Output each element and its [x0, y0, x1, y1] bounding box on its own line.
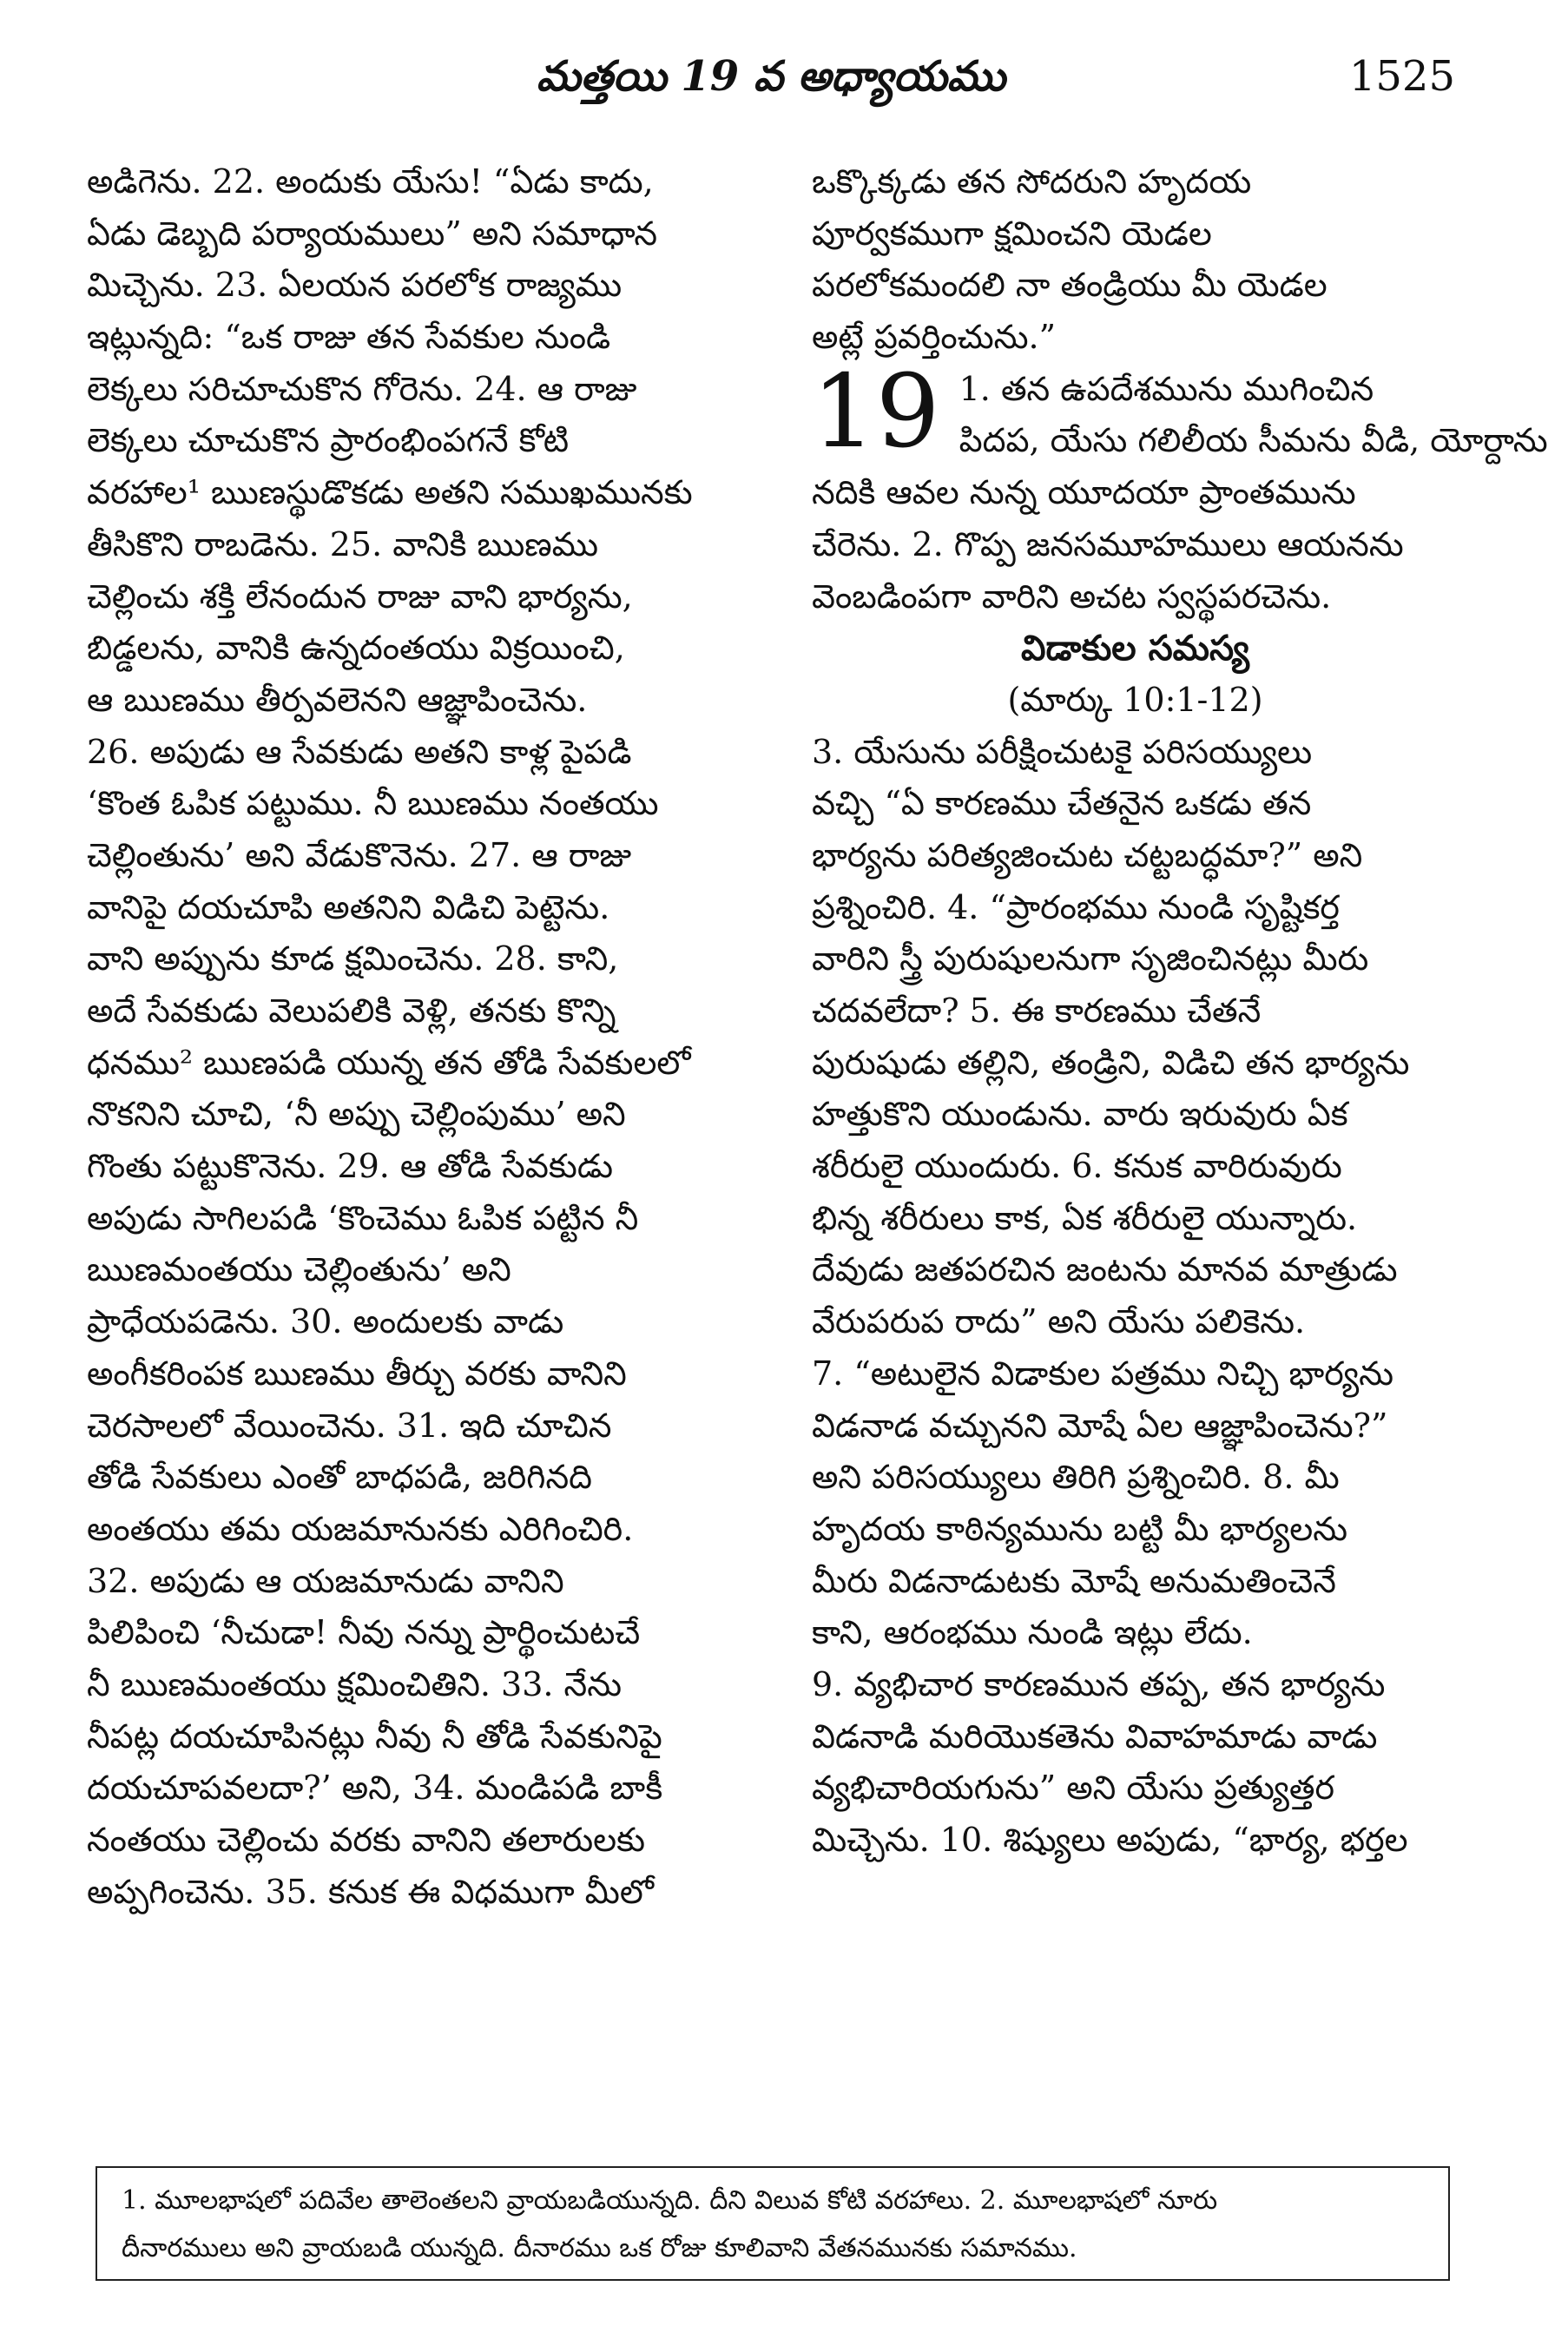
text-line: అని పరిసయ్యులు తిరిగి ప్రశ్నించిరి. 8. మీ: [812, 1458, 1340, 1497]
text-line: భిన్న శరీరులు కాక, ఏక శరీరులై యున్నారు.: [812, 1198, 1358, 1237]
text-line: దయచూపవలదా?’ అని, 34. మండిపడి బాకీ: [87, 1769, 663, 1808]
text-line: చేరెను. 2. గొప్ప జనసమూహములు ఆయనను: [812, 524, 1404, 563]
text-line: చెరసాలలో వేయించెను. 31. ఇది చూచిన: [87, 1406, 612, 1445]
text-line: వెంబడింపగా వారిని అచట స్వస్థపరచెను.: [812, 576, 1332, 616]
footnote-box: [96, 2166, 1450, 2281]
text-line: బిడ్డలను, వానికి ఉన్నదంతయు విక్రయించి,: [87, 629, 625, 668]
text-line: ప్రశ్నించిరి. 4. “ప్రారంభము నుండి సృష్టికర్త: [812, 887, 1340, 926]
text-line: తోడి సేవకులు ఎంతో బాధపడి, జరిగినది: [87, 1458, 592, 1497]
text-line: అంగీకరింపక ఋణము తీర్చు వరకు వానిని: [87, 1354, 627, 1393]
text-line: అపుడు సాగిలపడి ‘కొంచెము ఓపిక పట్టిన నీ: [87, 1198, 639, 1237]
text-line: 3. యేసును పరీక్షించుటకై పరిసయ్యులు: [812, 732, 1313, 771]
text-line: విడనాడ వచ్చునని మోషే ఏల ఆజ్ఞాపించెను?”: [812, 1406, 1388, 1445]
right-column: [812, 156, 1548, 1867]
text-line: అడిగెను. 22. అందుకు యేసు! “ఏడు కాదు,: [87, 162, 654, 201]
text-line: లెక్కలు సరిచూచుకొన గోరెను. 24. ఆ రాజు: [87, 369, 637, 408]
text-line: ప్రాధేయపడెను. 30. అందులకు వాడు: [87, 1302, 564, 1341]
text-line: చెల్లించు శక్తి లేనందున రాజు వాని భార్యను,: [87, 576, 633, 616]
text-line: 32. అపుడు ఆ యజమానుడు వానిని: [87, 1561, 564, 1600]
chapter-block: [812, 352, 1548, 623]
text-line: ఏడు డెబ్బది పర్యాయములు” అని సమాధాన: [87, 214, 658, 253]
text-line: హృదయ కాఠిన్యమును బట్టి మీ భార్యలను: [812, 1509, 1348, 1548]
text-line: పూర్వకముగా క్షమించని యెడల: [812, 214, 1212, 253]
text-line: వ్యభిచారియగును” అని యేసు ప్రత్యుత్తర: [812, 1769, 1334, 1808]
text-line: అంతయు తమ యజమానునకు ఎరిగించిరి.: [87, 1509, 634, 1548]
text-line: అదే సేవకుడు వెలుపలికి వెళ్లి, తనకు కొన్ని: [87, 992, 616, 1030]
text-line: 7. “అటులైన విడాకుల పత్రము నిచ్చి భార్యను: [812, 1354, 1394, 1393]
text-line: మిచ్చెను. 23. ఏలయన పరలోక రాజ్యము: [87, 266, 623, 305]
page-title: మత్తయి 19 వ అధ్యాయము: [536, 52, 1006, 101]
text-line: ఋణమంతయు చెల్లింతును’ అని: [87, 1250, 511, 1289]
text-line: 9. వ్యభిచార కారణమున తప్ప, తన భార్యను: [812, 1664, 1386, 1703]
text-line: ఇట్లున్నది: “ఒక రాజు తన సేవకుల నుండి: [87, 318, 611, 357]
text-line: నదికి ఆవల నున్న యూదయా ప్రాంతమును: [812, 473, 1356, 512]
text-line: ఒక్కొక్కడు తన సోదరుని హృదయ: [812, 162, 1252, 201]
text-line: చెల్లింతును’ అని వేడుకొనెను. 27. ఆ రాజు: [87, 835, 632, 874]
text-line: వరహాల¹ ఋణస్థుడొకడు అతని సముఖమునకు: [87, 473, 693, 512]
text-line: పిలిపించి ‘నీచుడా! నీవు నన్ను ప్రార్థించుటచే: [87, 1613, 641, 1652]
text-line: వానిపై దయచూపి అతనిని విడిచి పెట్టెను.: [87, 887, 610, 926]
text-line: వచ్చి “ఏ కారణము చేతనైన ఒకడు తన: [812, 784, 1312, 823]
text-line: నంతయు చెల్లించు వరకు వానిని తలారులకు: [87, 1821, 646, 1859]
text-line: మిచ్చెను. 10. శిష్యులు అపుడు, “భార్య, భర్తల: [812, 1821, 1408, 1860]
text-line: కాని, ఆరంభము నుండి ఇట్లు లేదు.: [812, 1613, 1253, 1652]
text-line: అప్పగించెను. 35. కనుక ఈ విధముగా మీలో: [87, 1872, 654, 1911]
text-line: నీపట్ల దయచూపినట్లు నీవు నీ తోడి సేవకునిపై: [87, 1716, 662, 1756]
text-line: శరీరులై యుందురు. 6. కనుక వారిరువురు: [812, 1147, 1342, 1186]
text-line: దేవుడు జతపరచిన జంటను మానవ మాత్రుడు: [812, 1250, 1398, 1289]
text-line: 26. అపుడు ఆ సేవకుడు అతని కాళ్ల పైపడి: [87, 732, 632, 771]
text-line: వారిని స్త్రీ పురుషులనుగా సృజించినట్లు మీరు: [812, 939, 1369, 978]
right-column-bottom: [812, 727, 1459, 1867]
chapter-number: 19: [812, 352, 940, 471]
text-line: పిదప, యేసు గలిలీయ సీమను వీడి, యోర్దాను: [959, 421, 1548, 460]
text-line: పరలోకమందలి నా తండ్రియు మీ యెడల: [812, 266, 1328, 305]
text-line: అట్లే ప్రవర్తించును.”: [812, 318, 1057, 357]
text-line: మీరు విడనాడుటకు మోషే అనుమతించెనే: [812, 1561, 1336, 1600]
left-column: [87, 156, 781, 1918]
footnote-line: దీనారములు అని వ్రాయబడి యున్నది. దీనారము ఒక రోజు కూలివాని వేతనమునకు సమానము.: [122, 2233, 1077, 2263]
text-line: వాని అప్పును కూడ క్షమించెను. 28. కాని,: [87, 939, 619, 978]
text-line: ధనము² ఋణపడి యున్న తన తోడి సేవకులలో: [87, 1043, 691, 1082]
text-line: వేరుపరుప రాదు” అని యేసు పలికెను.: [812, 1302, 1306, 1341]
text-line: నీ ఋణమంతయు క్షమించితిని. 33. నేను: [87, 1664, 623, 1703]
text-line: తీసికొని రాబడెను. 25. వానికి ఋణము: [87, 524, 599, 563]
text-line: గొంతు పట్టుకొనెను. 29. ఆ తోడి సేవకుడు: [87, 1147, 614, 1186]
text-line: 1. తన ఉపదేశమును ముగించిన: [959, 369, 1374, 408]
text-line: ‘కొంత ఓపిక పట్టుము. నీ ఋణము నంతయు: [87, 784, 659, 823]
section-reference: (మార్కు 10:1-12): [1007, 680, 1263, 719]
text-line: పురుషుడు తల్లిని, తండ్రిని, విడిచి తన భార్యను: [812, 1043, 1410, 1082]
text-line: లెక్కలు చూచుకొన ప్రారంభింపగనే కోటి: [87, 421, 570, 460]
right-column-top: [812, 156, 1459, 364]
footnote-line: 1. మూలభాషలో పదివేల తాలెంతలని వ్రాయబడియున్నది. దీని విలువ కోటి వరహాలు. 2. మూలభాషలో నూరు: [122, 2185, 1218, 2216]
text-line: చదవలేదా? 5. ఈ కారణము చేతనే: [812, 992, 1262, 1031]
text-line: హత్తుకొని యుండును. వారు ఇరువురు ఏక: [812, 1095, 1348, 1134]
page-number: 1525: [1348, 52, 1455, 101]
text-line: ఆ ఋణము తీర్పవలెనని ఆజ్ఞాపించెను.: [87, 680, 588, 719]
text-line: భార్యను పరిత్యజించుట చట్టబద్ధమా?” అని: [812, 835, 1363, 874]
text-line: నొకనిని చూచి, ‘నీ అప్పు చెల్లింపుము’ అని: [87, 1095, 626, 1134]
text-line: విడనాడి మరియొకతెను వివాహమాడు వాడు: [812, 1716, 1378, 1756]
section-heading: విడాకుల సమస్య: [1021, 628, 1249, 669]
page-header: [87, 52, 1455, 122]
